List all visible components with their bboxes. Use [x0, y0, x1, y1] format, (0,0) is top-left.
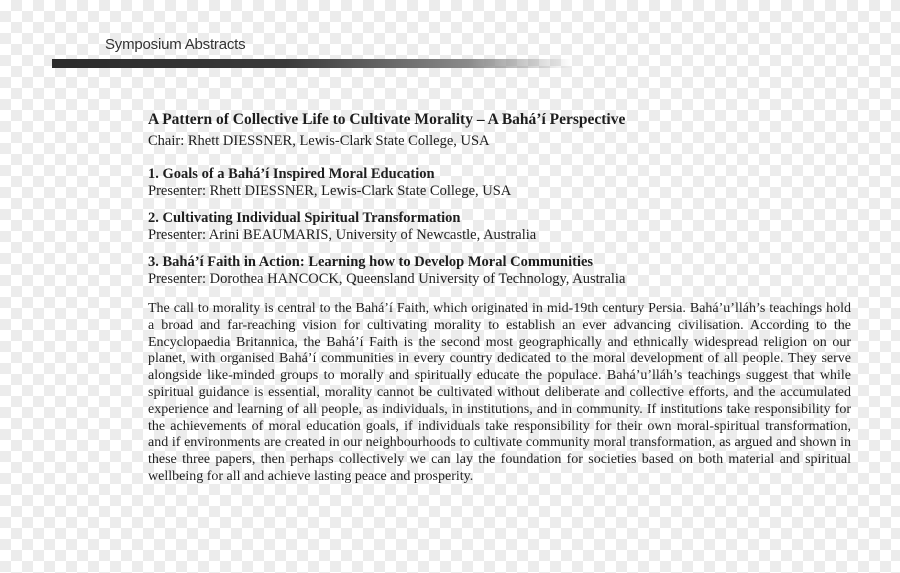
abstract-content	[148, 110, 851, 500]
paper-title: 2. Cultivating Individual Spiritual Transformation	[148, 210, 461, 226]
paper-title: 3. Bahá’í Faith in Action: Learning how to Develop Moral Communities	[148, 254, 594, 270]
paper-title: 1. Goals of a Bahá’í Inspired Moral Education	[148, 166, 435, 182]
symposium-chair: Chair: Rhett DIESSNER, Lewis-Clark State College, USA	[148, 133, 490, 149]
paper-presenter: Presenter: Dorothea HANCOCK, Queensland University of Technology, Australia	[148, 271, 626, 287]
paper-2	[148, 210, 851, 244]
header-rule	[52, 59, 572, 68]
symposium-title: A Pattern of Collective Life to Cultivate Morality – A Bahá’í Perspective	[148, 111, 626, 128]
paper-1	[148, 166, 851, 200]
paper-presenter: Presenter: Arini BEAUMARIS, University of Newcastle, Australia	[148, 227, 537, 243]
running-header: Symposium Abstracts	[105, 36, 246, 53]
paper-3	[148, 254, 851, 288]
paper-presenter: Presenter: Rhett DIESSNER, Lewis-Clark State College, USA	[148, 183, 512, 199]
abstract-body: The call to morality is central to the Bahá’í Faith, which originated in mid-19th century Persia. Bahá’u’lláh’s teachings hold a broad and far-reaching vision for cultivating morality to establish an ever advancing civilisation. According to the Encyclopaedia Britannica, the Bahá’í Faith is the second most geographically and ethnically widespread religion on our planet, with organised Bahá’í communities in every country dedicated to the moral development of all people. They serve alongside like-minded groups to morally and spiritually educate the populace. Bahá’u’lláh’s teachings suggest that while spiritual guidance is essential, morality cannot be cultivated without deliberate and collective efforts, and the accumulated experience and learning of all people, as individuals, in institutions, and in community. If institutions take responsibility for the achievements of moral education goals, if individuals take responsibility for their own moral-spiritual transformation, and if environments are created in our neighbourhoods to cultivate community moral transformation, as argued and shown in these three papers, then perhaps collectively we can lay the foundation for societies based on both material and spiritual wellbeing for all and achieve lasting peace and prosperity.	[148, 301, 851, 484]
